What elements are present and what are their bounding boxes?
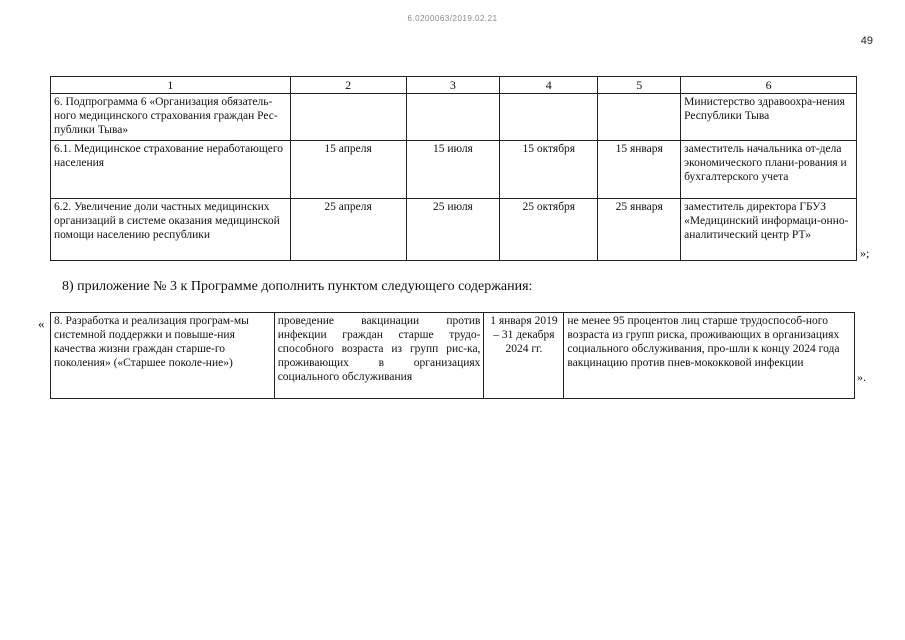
table-cell: 6.2. Увеличение доли частных медицинских организаций в системе оказания медицинской помощи населению республики [51, 199, 291, 261]
closing-quote: »; [860, 246, 870, 260]
page-number: 49 [860, 35, 873, 47]
program-item-table [50, 312, 855, 399]
table-cell: не менее 95 процентов лиц старше трудоспособ-ного возраста из групп риска, проживающих в организациях социального обслуживания, про-шли к концу 2024 года вакцинацию против пнев-мококковой инфекции [564, 313, 855, 399]
opening-quote: « [38, 316, 45, 331]
table-cell: 25 апреля [290, 199, 406, 261]
table-cell: 15 апреля [290, 141, 406, 199]
header-cell: 4 [500, 77, 598, 94]
closing-quote: ». [857, 370, 866, 384]
table-cell: 1 января 2019 – 31 декабря 2024 гг. [484, 313, 564, 399]
header-cell: 2 [290, 77, 406, 94]
table-cell: 6.1. Медицинское страхование неработающего населения [51, 141, 291, 199]
amendment-paragraph: 8) приложение № 3 к Программе дополнить пунктом следующего содержания: [62, 279, 533, 294]
table-cell: заместитель директора ГБУЗ «Медицинский информаци-онно-аналитический центр РТ» [681, 199, 857, 261]
table-cell: 15 января [598, 141, 681, 199]
header-cell: 5 [598, 77, 681, 94]
table-cell: заместитель начальника от-дела экономического плани-рования и бухгалтерского учета [681, 141, 857, 199]
table-cell: 15 июля [406, 141, 500, 199]
table-cell: 15 октября [500, 141, 598, 199]
table-cell: 8. Разработка и реализация програм-мы системной поддержки и повыше-ния качества жизни граждан старше-го поколения» («Старшее поколе-ние») [51, 313, 275, 399]
header-cell: 3 [406, 77, 500, 94]
table-cell: Министерство здравоохра-нения Республики Тыва [681, 94, 857, 141]
table-cell [290, 94, 406, 141]
table-cell: 6. Подпрограмма 6 «Организация обязатель-ного медицинского страхования граждан Рес-публики Тыва» [51, 94, 291, 141]
header-cell: 6 [681, 77, 857, 94]
table-row [51, 141, 857, 199]
table-row [51, 199, 857, 261]
table-cell [406, 94, 500, 141]
table-cell [598, 94, 681, 141]
table-cell: 25 июля [406, 199, 500, 261]
header-cell: 1 [51, 77, 291, 94]
table-row [51, 94, 857, 141]
table-row [51, 313, 855, 399]
schedule-table [50, 76, 857, 261]
table-cell: 25 января [598, 199, 681, 261]
table-cell: 25 октября [500, 199, 598, 261]
table-header-row [51, 77, 857, 94]
table-cell: проведение вакцинации против инфекции граждан старше трудо-способного возраста из групп рис-ка, проживающих в организациях социального обслуживания [274, 313, 484, 399]
table-cell [500, 94, 598, 141]
document-barcode-text: 6.0200063/2019.02.21 [407, 14, 498, 23]
